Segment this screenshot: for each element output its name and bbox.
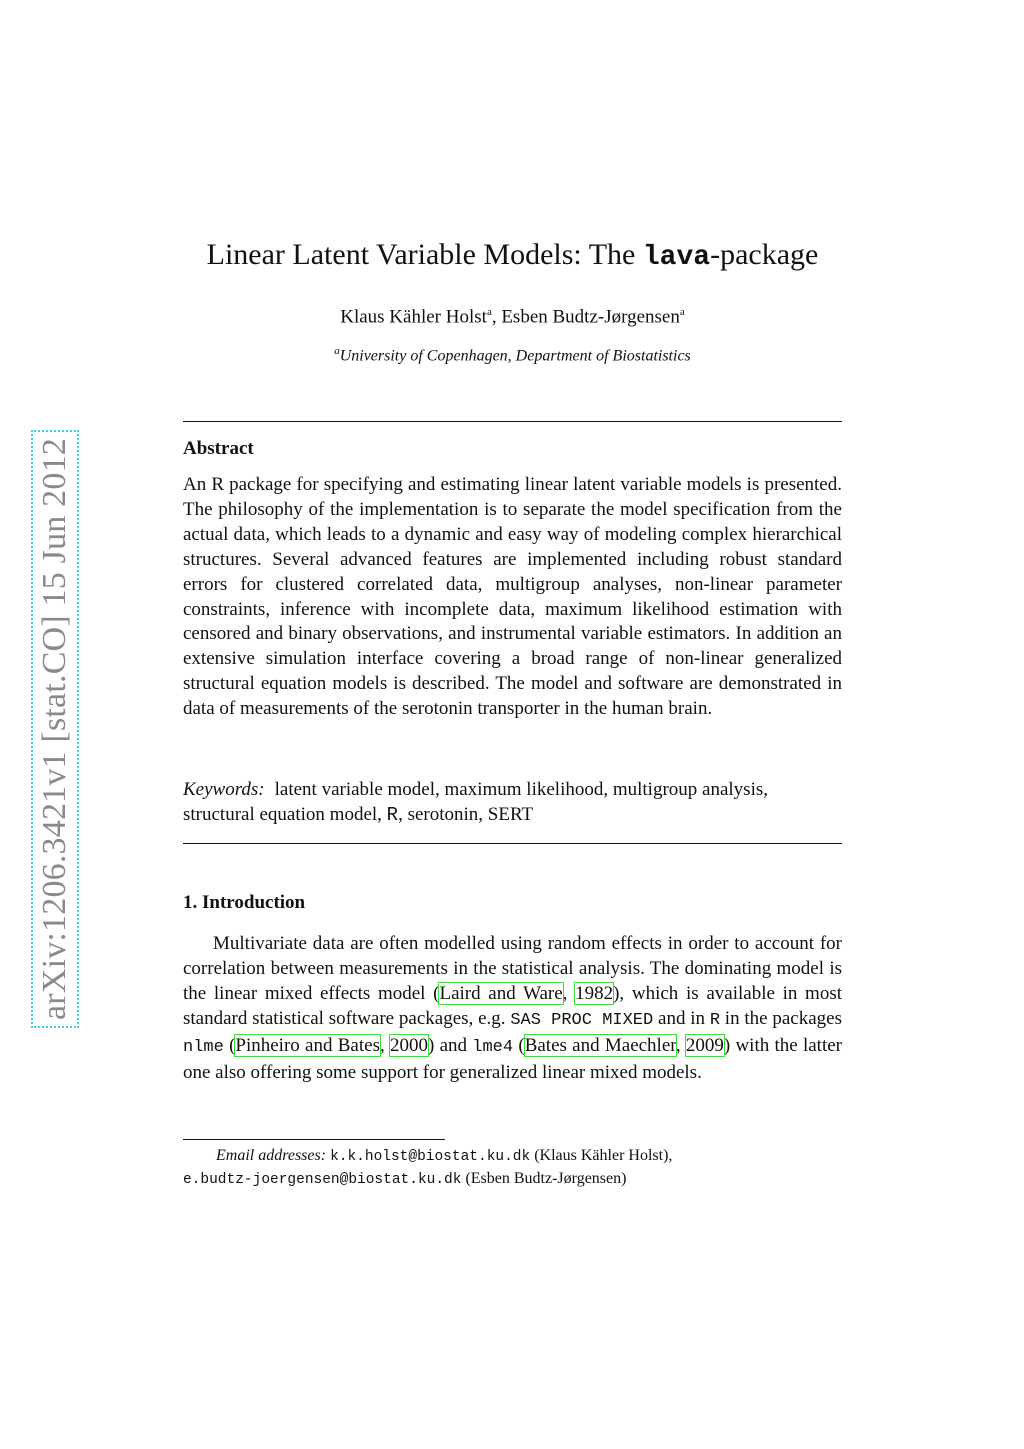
affiliation-mark: a (334, 345, 340, 357)
keywords-text-1: latent variable model, maximum likelihood, multigroup analysis, structural equation model, (183, 779, 769, 825)
footnote-name-2: (Esben Budtz-Jørgensen) (461, 1170, 627, 1187)
affiliation-text: University of Copenhagen, Department of Biostatistics (339, 347, 691, 365)
footnote-label: Email addresses: (216, 1147, 327, 1164)
author-line (150, 300, 875, 329)
author-2-affil-mark: a (679, 306, 685, 318)
keywords (183, 778, 842, 828)
title-prefix: Linear Latent Variable Models: The (206, 238, 643, 271)
abstract-body: An R package for specifying and estimating linear latent variable models is presented. The philosophy of the implementation is to separate the model specification from the actual data, which leads to a dynamic and easy way of modeling complex hierarchical structures. Several advanced features are implemented including robust standard errors for clustered correlated data, multigroup analyses, non-linear parameter constraints, inference with incomplete data, maximum likelihood estimation with censored and binary observations, and instrumental variable estimators. In addition an extensive simulation interface covering a broad range of non-linear generalized structural equation models is described. The model and software are demonstrated in data of measurements of the serotonin transporter in the human brain. (183, 474, 842, 720)
abstract-top-rule (183, 421, 842, 422)
citation-link-laird-ware[interactable]: Laird and Ware (439, 982, 563, 1004)
arxiv-id-link[interactable]: arXiv:1206.3421v1 [stat.CO] 15 Jun 2012 (31, 430, 79, 1028)
email-holst[interactable]: k.k.holst@biostat.ku.dk (330, 1149, 531, 1165)
keywords-label: Keywords: (183, 779, 265, 800)
footnote-rule (183, 1139, 445, 1140)
intro-text: ), which is available in most standard statistical software packages, e.g. (183, 982, 842, 1029)
code-nlme: nlme (183, 1037, 224, 1057)
author-2: Esben Budtz-Jørgensen (501, 306, 680, 328)
arxiv-stamp[interactable] (31, 394, 79, 1064)
citation-link-pinheiro-bates[interactable]: Pinheiro and Bates (235, 1034, 380, 1056)
affiliation (150, 340, 875, 367)
code-lme4: lme4 (472, 1037, 514, 1057)
section-heading-introduction: 1. Introduction (183, 892, 306, 913)
code-sas-proc-mixed: SAS PROC MIXED (510, 1010, 654, 1030)
intro-text: in the packages (720, 1007, 843, 1029)
intro-text: , (379, 1034, 390, 1056)
paper-title (150, 235, 875, 278)
abstract-heading: Abstract (183, 438, 254, 459)
citation-link-1982[interactable]: 1982 (575, 982, 614, 1004)
email-budtz-joergensen[interactable]: e.budtz-joergensen@biostat.ku.dk (183, 1172, 462, 1188)
footnote-name-1: (Klaus Kähler Holst), (530, 1147, 673, 1164)
intro-text: Multivariate data are often modelled using random effects in order to account for correlation between measurements in the statistical analysis. The dominating model is the linear mixed effects model ( (183, 933, 842, 1004)
intro-text: ) with the latter one also offering some support for generalized linear mixed models. (183, 1034, 843, 1083)
author-separator: , (491, 306, 502, 328)
intro-text: , (675, 1034, 686, 1056)
intro-text: ( (513, 1034, 525, 1056)
footnote-line-1 (183, 1145, 842, 1168)
code-r: R (709, 1010, 721, 1030)
citation-link-2009[interactable]: 2009 (685, 1034, 724, 1056)
intro-text: ( (223, 1034, 236, 1056)
introduction-paragraph (183, 932, 842, 1085)
author-1-affil-mark: a (486, 306, 492, 318)
keywords-code: R (386, 803, 399, 826)
intro-text: ) and (427, 1034, 473, 1056)
intro-text: and in (653, 1007, 710, 1029)
citation-link-2000[interactable]: 2000 (389, 1034, 428, 1056)
author-1: Klaus Kähler Holst (340, 306, 487, 328)
abstract-bottom-rule (183, 843, 842, 844)
footnote-line-2 (183, 1168, 842, 1191)
title-suffix: -package (710, 238, 819, 271)
citation-link-bates-maechler[interactable]: Bates and Maechler (524, 1034, 676, 1056)
intro-text: , (562, 982, 576, 1004)
footnote-emails (183, 1145, 842, 1191)
title-code: lava (642, 242, 711, 273)
keywords-text-2: , serotonin, SERT (398, 803, 534, 825)
